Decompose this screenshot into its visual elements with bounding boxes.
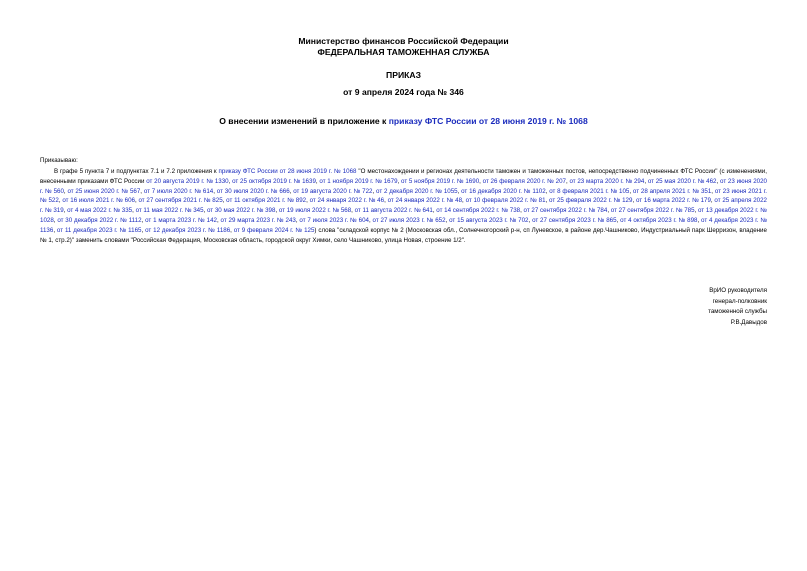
list-separator: , — [528, 216, 533, 224]
signature-line: ВрИО руководителя — [709, 287, 767, 294]
amendment-link[interactable]: от 11 декабря 2023 г. № 1165 — [56, 226, 142, 234]
amendment-link[interactable]: от 11 мая 2022 г. № 345 — [135, 207, 204, 215]
amendment-link[interactable]: от 11 октября 2021 г. № 892 — [226, 197, 307, 205]
list-separator: , — [397, 177, 402, 185]
signature-block — [647, 286, 767, 328]
amendment-link[interactable]: от 1 марта 2023 г. № 142 — [145, 216, 217, 224]
amendment-link[interactable]: от 30 июля 2020 г. № 666 — [216, 187, 290, 195]
signature-line: таможенной службы — [708, 308, 767, 316]
list-separator: , — [629, 187, 633, 195]
amendment-link[interactable]: от 23 июня 2020 г. № 560 — [40, 177, 767, 195]
amendment-link[interactable]: от 28 апреля 2021 г. № 351 — [632, 187, 712, 195]
amendment-link[interactable]: от 12 декабря 2023 г. № 1186 — [145, 226, 231, 234]
amendment-link[interactable]: от 25 апреля 2022 г. № 319 — [40, 197, 767, 215]
body-text-start: В графе 5 пункта 7 и подпунктах 7.1 и 7.2 приложения к — [54, 168, 219, 175]
list-separator: , — [432, 207, 437, 215]
list-separator: , — [315, 177, 320, 185]
amendment-link[interactable]: от 19 августа 2020 г. № 722 — [293, 187, 373, 195]
service-name: ФЕДЕРАЛЬНАЯ ТАМОЖЕННАЯ СЛУЖБА — [317, 47, 490, 57]
list-separator: , — [697, 216, 702, 224]
list-separator: , — [710, 197, 715, 205]
amendment-link[interactable]: от 14 сентября 2022 г. № 738 — [436, 207, 521, 215]
amendment-link[interactable]: от 30 декабря 2022 г. № 1112 — [57, 216, 142, 224]
amendment-link[interactable]: от 26 февраля 2020 г. № 207 — [482, 177, 566, 185]
ministry-name: Министерство финансов Российской Федерации — [298, 36, 509, 46]
amendment-link[interactable]: от 27 сентября 2022 г. № 785 — [610, 207, 695, 215]
amendment-link[interactable]: от 2 декабря 2020 г. № 1055 — [376, 187, 458, 195]
list-separator: , — [545, 197, 550, 205]
list-separator: , — [372, 187, 377, 195]
amendment-link[interactable]: от 27 сентября 2022 г. № 784 — [523, 207, 608, 215]
list-separator: , — [53, 226, 57, 234]
document-date: от 9 апреля 2024 года № 346 — [343, 87, 464, 97]
list-separator: , — [351, 207, 355, 215]
list-separator: , — [203, 207, 207, 215]
amendment-link[interactable]: от 27 сентября 2023 г. № 865 — [532, 216, 617, 224]
body-text-mid: "О местонахождении и регионах деятельности таможен и таможенных постов, непосредственно подчиненных ФТС России" (с изменениями, внесенными приказами ФТС России — [40, 168, 767, 185]
list-separator: , — [134, 197, 139, 205]
list-separator: , — [616, 216, 621, 224]
amendment-link[interactable]: от 20 августа 2019 г. № 1330 — [146, 177, 229, 185]
amendment-link[interactable]: от 27 сентября 2021 г. № 825 — [138, 197, 223, 205]
list-separator: , — [520, 207, 524, 215]
list-separator: , — [306, 197, 310, 205]
amendment-link[interactable]: от 13 декабря 2022 г. № 1028 — [40, 207, 767, 224]
amendment-link[interactable]: от 24 января 2022 г. № 46 — [309, 197, 385, 205]
amendment-link[interactable]: от 30 мая 2022 г. № 398 — [206, 207, 276, 215]
list-separator: , — [368, 216, 373, 224]
amendment-link[interactable]: от 25 февраля 2022 г. № 129 — [549, 197, 633, 205]
list-separator: , — [141, 226, 146, 234]
amendment-link[interactable]: от 29 марта 2023 г. № 243 — [220, 216, 296, 224]
list-separator: , — [289, 187, 294, 195]
lead-text: Приказываю: — [40, 157, 78, 164]
main-order-link[interactable]: приказу ФТС России от 28 июня 2019 г. № 1068 — [218, 168, 357, 175]
amendment-link[interactable]: от 16 декабря 2020 г. № 1102 — [461, 187, 546, 195]
list-separator: , — [479, 177, 483, 185]
amendment-link[interactable]: от 7 июля 2020 г. № 614 — [143, 187, 214, 195]
amendment-link[interactable]: от 10 февраля 2022 г. № 81 — [465, 197, 546, 205]
list-separator: , — [384, 197, 388, 205]
list-separator: , — [545, 187, 550, 195]
amendment-link[interactable]: от 27 июля 2023 г. № 652 — [372, 216, 446, 224]
list-separator: , — [445, 216, 450, 224]
body-text-end: ) слова "складской корпус № 2 (Московская обл., Солнечногорский р-н, сп Луневское, в районе дер.Чашниково, Индустриальный парк Шерризон, владение № 1, стр.2)" заменить словами "Российская Федерация, Московская область, городской округ Химки, село Чашниково, улица Новая, строение 1/2". — [40, 226, 767, 244]
list-separator: , — [216, 216, 221, 224]
amendment-link[interactable]: от 16 марта 2022 г. № 179 — [635, 197, 711, 205]
amendment-link[interactable]: от 23 марта 2020 г. № 294 — [569, 177, 645, 185]
list-separator: , — [607, 207, 611, 215]
amendment-link[interactable]: от 11 августа 2022 г. № 641 — [354, 207, 433, 215]
list-separator: , — [230, 226, 234, 234]
list-separator: , — [140, 187, 144, 195]
signature-line: генерал-полковник — [712, 297, 767, 305]
signature-line: Р.В.Давыдов — [730, 318, 767, 326]
list-separator: , — [716, 177, 721, 185]
amendment-link[interactable]: от 5 ноября 2019 г. № 1690 — [401, 177, 480, 185]
list-separator: , — [694, 207, 698, 215]
list-separator: , — [644, 177, 648, 185]
amendment-link[interactable]: от 24 января 2022 г. № 48 — [387, 197, 463, 205]
list-separator: , — [63, 187, 68, 195]
list-separator: , — [222, 197, 227, 205]
list-separator: , — [295, 216, 300, 224]
list-separator: , — [213, 187, 217, 195]
title-text: О внесении изменений в приложение к — [219, 116, 389, 126]
amendment-link[interactable]: от 19 июля 2022 г. № 568 — [278, 207, 352, 215]
body-paragraph — [40, 167, 767, 245]
list-separator: , — [63, 207, 68, 215]
amendment-link[interactable]: от 25 июня 2020 г. № 567 — [67, 187, 141, 195]
amendment-link[interactable]: от 25 мая 2020 г. № 462 — [647, 177, 717, 185]
list-separator: , — [275, 207, 279, 215]
list-separator: , — [141, 216, 146, 224]
amendment-link[interactable]: от 23 июня 2021 г. № 522 — [40, 187, 767, 205]
amendment-link[interactable]: от 15 августа 2023 г. № 702 — [449, 216, 529, 224]
amendment-links — [40, 178, 767, 234]
title-link[interactable]: приказу ФТС России от 28 июня 2019 г. № 1068 — [388, 116, 588, 126]
amendment-link[interactable]: от 1 ноября 2019 г. № 1679 — [319, 177, 398, 185]
amendment-link[interactable]: от 4 декабря 2023 г. № 1136 — [40, 216, 767, 234]
list-separator: , — [632, 197, 636, 205]
list-separator: , — [457, 187, 462, 195]
amendment-link[interactable]: от 25 октября 2019 г. № 1639 — [232, 177, 316, 185]
document-type: ПРИКАЗ — [386, 70, 421, 80]
amendment-link[interactable]: от 8 февраля 2021 г. № 105 — [549, 187, 630, 195]
list-separator: , — [565, 177, 570, 185]
list-separator: , — [132, 207, 136, 215]
amendment-link[interactable]: от 9 февраля 2024 г. № 125 — [233, 226, 315, 234]
list-separator: , — [711, 187, 715, 195]
list-separator: , — [53, 216, 58, 224]
document-title — [0, 116, 807, 126]
amendment-link[interactable]: от 16 июля 2021 г. № 606 — [62, 197, 135, 205]
amendment-link[interactable]: от 7 июля 2023 г. № 604 — [299, 216, 369, 224]
list-separator: , — [228, 177, 233, 185]
list-separator: , — [58, 197, 63, 205]
list-separator: , — [462, 197, 466, 205]
amendment-link[interactable]: от 4 мая 2022 г. № 335 — [67, 207, 133, 215]
amendment-link[interactable]: от 4 октября 2023 г. № 898 — [620, 216, 698, 224]
